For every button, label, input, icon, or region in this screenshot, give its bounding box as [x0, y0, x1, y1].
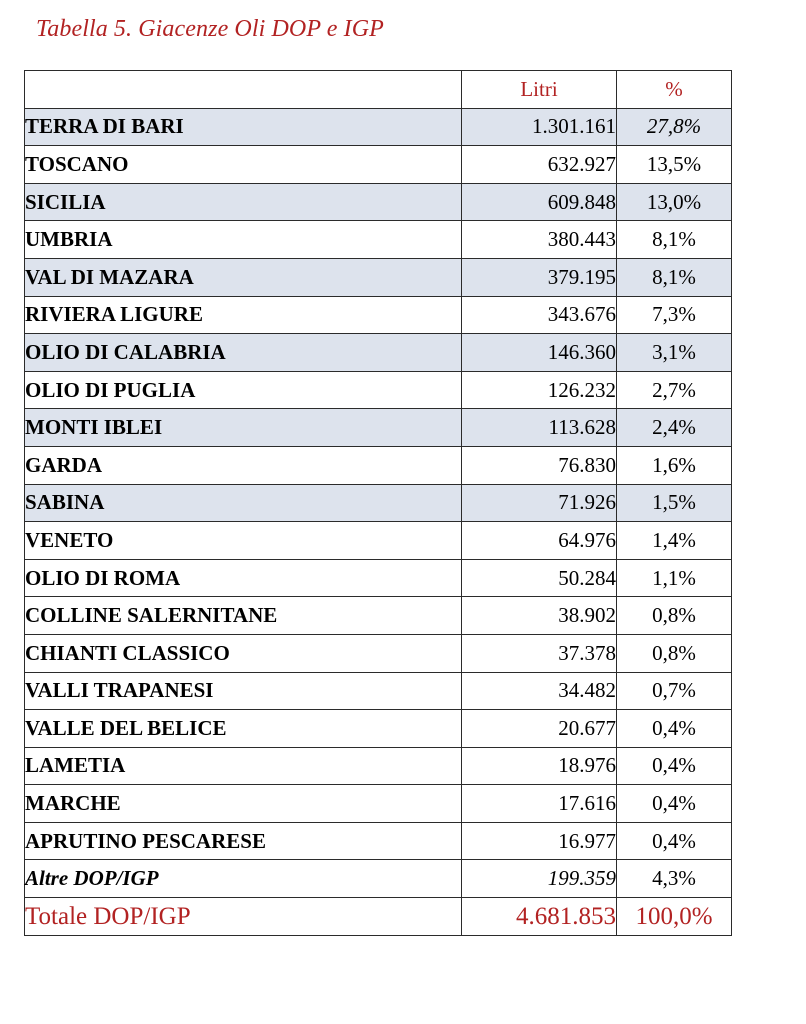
row-name: CHIANTI CLASSICO	[25, 634, 462, 672]
row-name: VALLE DEL BELICE	[25, 710, 462, 748]
table-row	[25, 785, 732, 823]
table-row	[25, 409, 732, 447]
row-litri: 71.926	[462, 484, 617, 522]
row-name: TERRA DI BARI	[25, 108, 462, 146]
row-litri: 1.301.161	[462, 108, 617, 146]
row-litri: 113.628	[462, 409, 617, 447]
row-litri: 343.676	[462, 296, 617, 334]
row-litri: 146.360	[462, 334, 617, 372]
row-name: APRUTINO PESCARESE	[25, 822, 462, 860]
row-percent: 0,8%	[617, 634, 732, 672]
other-name: Altre DOP/IGP	[25, 860, 462, 898]
table-row	[25, 822, 732, 860]
row-percent: 2,4%	[617, 409, 732, 447]
row-percent: 27,8%	[617, 108, 732, 146]
row-litri: 379.195	[462, 258, 617, 296]
row-litri: 18.976	[462, 747, 617, 785]
row-percent: 1,5%	[617, 484, 732, 522]
table-row	[25, 710, 732, 748]
table-row	[25, 221, 732, 259]
row-litri: 34.482	[462, 672, 617, 710]
row-name: VENETO	[25, 522, 462, 560]
row-name: VALLI TRAPANESI	[25, 672, 462, 710]
table-row	[25, 334, 732, 372]
row-litri: 20.677	[462, 710, 617, 748]
row-litri: 76.830	[462, 446, 617, 484]
total-row	[25, 898, 732, 936]
header-name-cell	[25, 71, 462, 109]
row-name: UMBRIA	[25, 221, 462, 259]
other-litri: 199.359	[462, 860, 617, 898]
row-name: OLIO DI CALABRIA	[25, 334, 462, 372]
table-row	[25, 484, 732, 522]
table-row	[25, 559, 732, 597]
row-percent: 1,4%	[617, 522, 732, 560]
row-name: OLIO DI ROMA	[25, 559, 462, 597]
table-row	[25, 597, 732, 635]
total-percent: 100,0%	[617, 898, 732, 936]
row-percent: 0,7%	[617, 672, 732, 710]
other-row	[25, 860, 732, 898]
table-row	[25, 446, 732, 484]
row-percent: 8,1%	[617, 221, 732, 259]
row-litri: 609.848	[462, 183, 617, 221]
row-name: SABINA	[25, 484, 462, 522]
row-litri: 64.976	[462, 522, 617, 560]
row-name: TOSCANO	[25, 146, 462, 184]
row-litri: 17.616	[462, 785, 617, 823]
row-litri: 380.443	[462, 221, 617, 259]
row-name: MONTI IBLEI	[25, 409, 462, 447]
header-litri: Litri	[462, 71, 617, 109]
row-name: COLLINE SALERNITANE	[25, 597, 462, 635]
table-row	[25, 108, 732, 146]
row-percent: 0,4%	[617, 747, 732, 785]
row-percent: 13,5%	[617, 146, 732, 184]
row-percent: 0,4%	[617, 710, 732, 748]
row-litri: 38.902	[462, 597, 617, 635]
row-percent: 2,7%	[617, 371, 732, 409]
row-percent: 0,8%	[617, 597, 732, 635]
row-name: GARDA	[25, 446, 462, 484]
row-percent: 7,3%	[617, 296, 732, 334]
row-litri: 37.378	[462, 634, 617, 672]
row-percent: 1,6%	[617, 446, 732, 484]
row-litri: 632.927	[462, 146, 617, 184]
table-header-row	[25, 71, 732, 109]
table-row	[25, 371, 732, 409]
table-row	[25, 146, 732, 184]
table-title: Tabella 5. Giacenze Oli DOP e IGP	[36, 16, 384, 42]
row-percent: 1,1%	[617, 559, 732, 597]
total-litri: 4.681.853	[462, 898, 617, 936]
table-row	[25, 672, 732, 710]
table-row	[25, 183, 732, 221]
row-percent: 8,1%	[617, 258, 732, 296]
total-name: Totale DOP/IGP	[25, 898, 462, 936]
row-name: SICILIA	[25, 183, 462, 221]
row-litri: 16.977	[462, 822, 617, 860]
row-percent: 0,4%	[617, 822, 732, 860]
row-litri: 126.232	[462, 371, 617, 409]
row-name: VAL DI MAZARA	[25, 258, 462, 296]
row-name: MARCHE	[25, 785, 462, 823]
row-name: LAMETIA	[25, 747, 462, 785]
table-row	[25, 522, 732, 560]
row-name: OLIO DI PUGLIA	[25, 371, 462, 409]
table-row	[25, 747, 732, 785]
other-percent: 4,3%	[617, 860, 732, 898]
row-litri: 50.284	[462, 559, 617, 597]
oil-stocks-table	[24, 70, 732, 936]
row-percent: 13,0%	[617, 183, 732, 221]
header-percent: %	[617, 71, 732, 109]
table-row	[25, 258, 732, 296]
table-row	[25, 296, 732, 334]
row-percent: 3,1%	[617, 334, 732, 372]
row-name: RIVIERA LIGURE	[25, 296, 462, 334]
table-row	[25, 634, 732, 672]
row-percent: 0,4%	[617, 785, 732, 823]
